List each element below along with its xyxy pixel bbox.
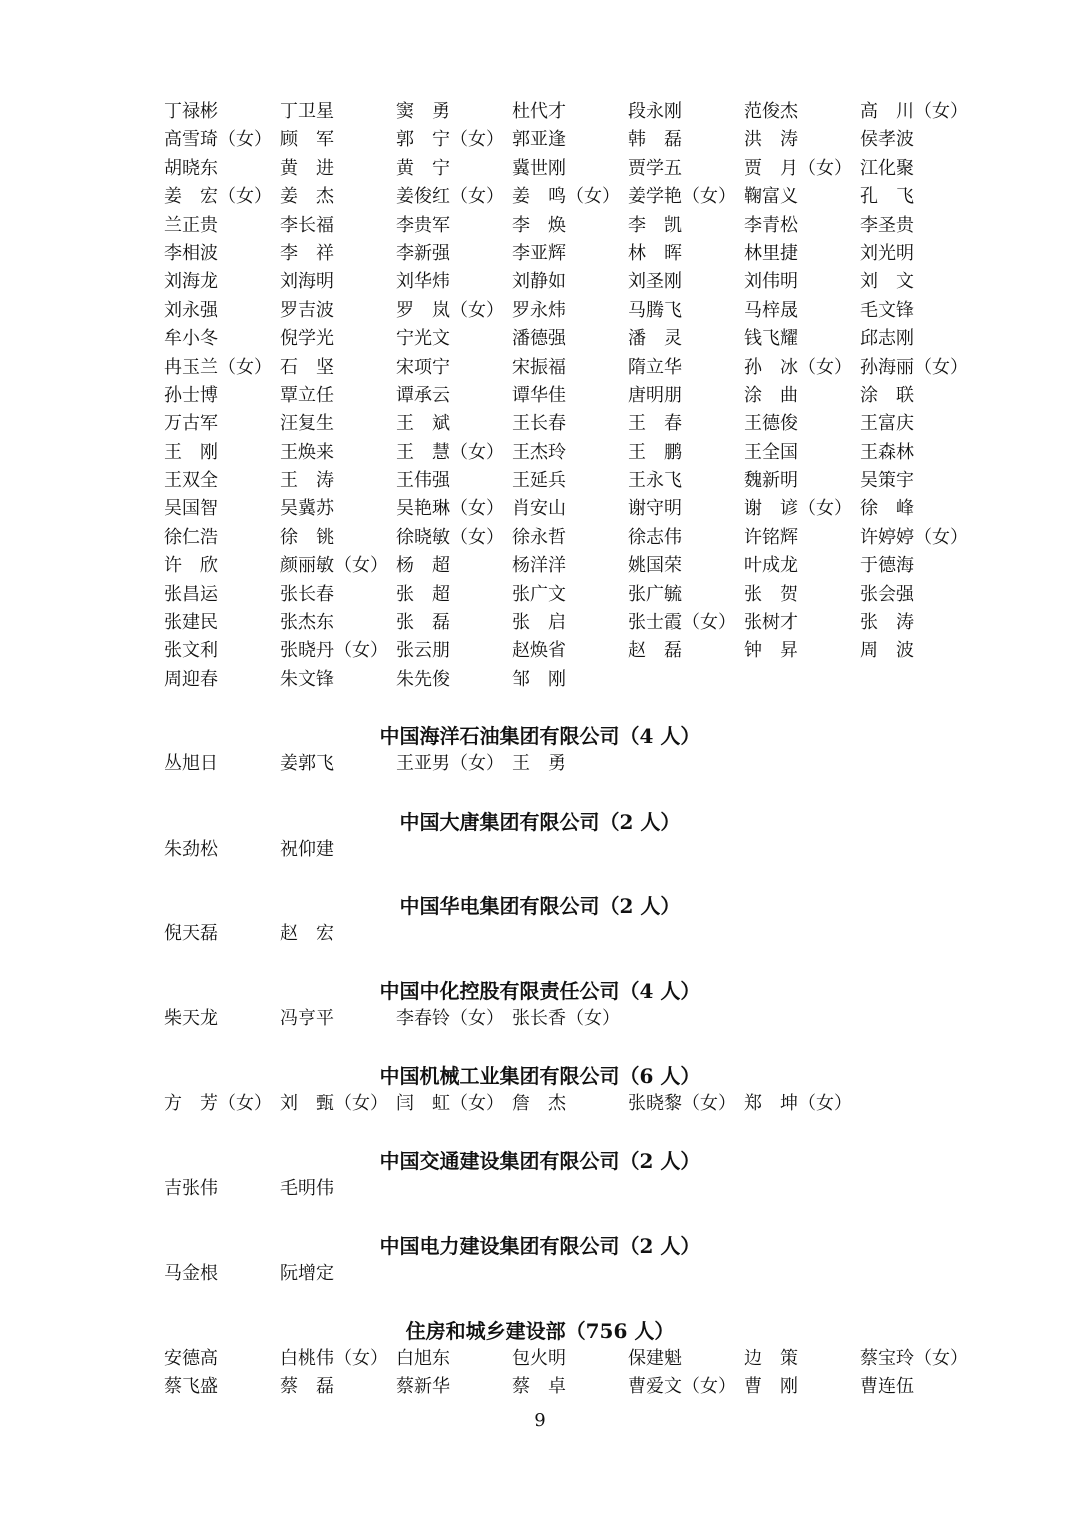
person-name: 颜丽敏（女）: [280, 555, 388, 577]
person-name: 王亚男（女）: [396, 753, 504, 774]
person-name: 宁光文: [396, 328, 450, 350]
person-name: 许婷婷（女）: [860, 526, 968, 548]
person-name: 张士霞（女）: [628, 612, 736, 634]
person-name: 黄 进: [280, 157, 334, 179]
person-name: 姜 鸣（女）: [512, 186, 620, 208]
person-name: 段永刚: [628, 101, 682, 122]
person-name: 张晓黎（女）: [628, 1093, 736, 1114]
person-name: 朱劲松: [164, 839, 218, 860]
person-name: 窦 勇: [396, 101, 450, 122]
person-name: 朱文锋: [280, 668, 334, 690]
person-name: 李 凯: [628, 214, 682, 236]
section-heading: 中国电力建设集团有限公司（2 人）: [379, 1234, 701, 1258]
person-name: 保建魁: [628, 1348, 682, 1369]
person-name: 杜代才: [512, 101, 566, 122]
person-name: 姜 杰: [280, 186, 334, 208]
person-name: 曹爱文（女）: [628, 1376, 736, 1398]
person-name: 张长香（女）: [512, 1008, 620, 1029]
person-name: 张建民: [164, 612, 218, 634]
person-name: 张树才: [744, 612, 798, 634]
person-name: 姜 宏（女）: [164, 186, 272, 208]
person-name: 胡晓东: [164, 157, 218, 179]
person-name: 黄 宁: [396, 157, 450, 179]
person-name: 贾学五: [628, 157, 682, 179]
person-name: 刘圣刚: [628, 271, 682, 293]
person-name: 倪学光: [280, 328, 334, 350]
person-name: 白桃伟（女）: [280, 1348, 388, 1369]
person-name: 王长春: [512, 413, 566, 435]
person-name: 姜俊红（女）: [396, 186, 504, 208]
person-name: 张晓丹（女）: [280, 640, 388, 662]
person-name: 王富庆: [860, 413, 914, 435]
person-name: 罗吉波: [280, 299, 334, 321]
person-name: 万古军: [164, 413, 218, 435]
name-list: [164, 1090, 994, 1118]
person-name: 吉张伟: [164, 1178, 218, 1199]
person-name: 周迎春: [164, 668, 218, 690]
section-heading: 中国中化控股有限责任公司（4 人）: [379, 979, 701, 1003]
person-name: 刘伟明: [744, 271, 798, 293]
person-name: 冯亨平: [280, 1008, 334, 1029]
person-name: 姜郭飞: [280, 753, 334, 774]
section-heading: 住房和城乡建设部（756 人）: [405, 1319, 675, 1343]
person-name: 罗永炜: [512, 299, 566, 321]
person-name: 徐仁浩: [164, 526, 218, 548]
person-name: 许铭辉: [744, 526, 798, 548]
person-name: 李长福: [280, 214, 334, 236]
person-name: 张 磊: [396, 612, 450, 634]
person-name: 白旭东: [396, 1348, 450, 1369]
person-name: 蔡新华: [396, 1376, 450, 1398]
person-name: 涂 曲: [744, 384, 798, 406]
person-name: 徐志伟: [628, 526, 682, 548]
person-name: 张文利: [164, 640, 218, 662]
person-name: 谭华佳: [512, 384, 566, 406]
person-name: 徐晓敏（女）: [396, 526, 504, 548]
person-name: 谭承云: [396, 384, 450, 406]
name-list: [164, 920, 994, 948]
name-list: [164, 1175, 994, 1203]
person-name: 边 策: [744, 1348, 798, 1369]
person-name: 王 春: [628, 413, 682, 435]
person-name: 马梓晟: [744, 299, 798, 321]
person-name: 徐 铫: [280, 526, 334, 548]
person-name: 涂 联: [860, 384, 914, 406]
person-name: 汪复生: [280, 413, 334, 435]
person-name: 钟 昇: [744, 640, 798, 662]
person-name: 包火明: [512, 1348, 566, 1369]
person-name: 方 芳（女）: [164, 1093, 272, 1114]
person-name: 徐永哲: [512, 526, 566, 548]
person-name: 罗 岚（女）: [396, 299, 504, 321]
person-name: 毛明伟: [280, 1178, 334, 1199]
person-name: 张会强: [860, 583, 914, 605]
section-heading: 中国大唐集团有限公司（2 人）: [399, 810, 681, 834]
person-name: 石 坚: [280, 356, 334, 378]
person-name: 刘永强: [164, 299, 218, 321]
person-name: 徐 峰: [860, 498, 914, 520]
person-name: 安德高: [164, 1348, 218, 1369]
name-list: [164, 98, 994, 694]
person-name: 刘海明: [280, 271, 334, 293]
section-heading: 中国华电集团有限公司（2 人）: [399, 894, 681, 918]
section-heading: 中国机械工业集团有限公司（6 人）: [379, 1064, 701, 1088]
person-name: 李 焕: [512, 214, 566, 236]
person-name: 王 刚: [164, 441, 218, 463]
person-name: 吴艳琳（女）: [396, 498, 504, 520]
person-name: 刘 文: [860, 271, 914, 293]
person-name: 丁禄彬: [164, 101, 218, 122]
person-name: 林里捷: [744, 242, 798, 264]
person-name: 姜学艳（女）: [628, 186, 736, 208]
person-name: 邹 刚: [512, 668, 566, 690]
person-name: 王永飞: [628, 470, 682, 492]
person-name: 阮增定: [280, 1263, 334, 1284]
person-name: 王延兵: [512, 470, 566, 492]
person-name: 张 贺: [744, 583, 798, 605]
person-name: 姚国荣: [628, 555, 682, 577]
page-number: 9: [534, 1410, 546, 1431]
person-name: 孔 飞: [860, 186, 914, 208]
person-name: 顾 军: [280, 129, 334, 151]
person-name: 潘 灵: [628, 328, 682, 350]
section-heading: 中国海洋石油集团有限公司（4 人）: [379, 724, 701, 748]
person-name: 蔡 卓: [512, 1376, 566, 1398]
person-name: 李贵军: [396, 214, 450, 236]
person-name: 张广文: [512, 583, 566, 605]
person-name: 覃立任: [280, 384, 334, 406]
person-name: 王 斌: [396, 413, 450, 435]
person-name: 李亚辉: [512, 242, 566, 264]
person-name: 蔡宝玲（女）: [860, 1348, 968, 1369]
name-list: [164, 1260, 994, 1288]
person-name: 张 超: [396, 583, 450, 605]
person-name: 李春铃（女）: [396, 1008, 504, 1029]
person-name: 曹连伍: [860, 1376, 914, 1398]
person-name: 张云朋: [396, 640, 450, 662]
name-list: [164, 1345, 994, 1402]
person-name: 郭 宁（女）: [396, 129, 504, 151]
person-name: 牟小冬: [164, 328, 218, 350]
person-name: 吴冀苏: [280, 498, 334, 520]
person-name: 丛旭日: [164, 753, 218, 774]
person-name: 高 川（女）: [860, 101, 968, 122]
person-name: 蔡 磊: [280, 1376, 334, 1398]
person-name: 侯孝波: [860, 129, 914, 151]
person-name: 李青松: [744, 214, 798, 236]
person-name: 王 勇: [512, 753, 566, 774]
person-name: 刘海龙: [164, 271, 218, 293]
person-name: 张 涛: [860, 612, 914, 634]
person-name: 兰正贵: [164, 214, 218, 236]
person-name: 倪天磊: [164, 923, 218, 944]
person-name: 范俊杰: [744, 101, 798, 122]
person-name: 谢守明: [628, 498, 682, 520]
person-name: 宋振福: [512, 356, 566, 378]
person-name: 唐明朋: [628, 384, 682, 406]
person-name: 林 晖: [628, 242, 682, 264]
person-name: 孙海丽（女）: [860, 356, 968, 378]
person-name: 江化聚: [860, 157, 914, 179]
person-name: 洪 涛: [744, 129, 798, 151]
section-heading: 中国交通建设集团有限公司（2 人）: [379, 1149, 701, 1173]
person-name: 赵焕省: [512, 640, 566, 662]
person-name: 肖安山: [512, 498, 566, 520]
person-name: 马金根: [164, 1263, 218, 1284]
person-name: 韩 磊: [628, 129, 682, 151]
person-name: 李新强: [396, 242, 450, 264]
person-name: 宋项宁: [396, 356, 450, 378]
person-name: 高雪琦（女）: [164, 129, 272, 151]
person-name: 郑 坤（女）: [744, 1093, 852, 1114]
person-name: 钱飞耀: [744, 328, 798, 350]
person-name: 曹 刚: [744, 1376, 798, 1398]
person-name: 王焕来: [280, 441, 334, 463]
name-list: [164, 750, 994, 778]
person-name: 吴国智: [164, 498, 218, 520]
person-name: 许 欣: [164, 555, 218, 577]
person-name: 朱先俊: [396, 668, 450, 690]
person-name: 马腾飞: [628, 299, 682, 321]
person-name: 叶成龙: [744, 555, 798, 577]
person-name: 刘光明: [860, 242, 914, 264]
person-name: 蔡飞盛: [164, 1376, 218, 1398]
person-name: 詹 杰: [512, 1093, 566, 1114]
person-name: 邱志刚: [860, 328, 914, 350]
person-name: 刘华炜: [396, 271, 450, 293]
person-name: 鞠富义: [744, 186, 798, 208]
person-name: 王 鹏: [628, 441, 682, 463]
person-name: 赵 宏: [280, 923, 334, 944]
person-name: 祝仰建: [280, 839, 334, 860]
person-name: 柴天龙: [164, 1008, 218, 1029]
person-name: 丁卫星: [280, 101, 334, 122]
person-name: 李圣贵: [860, 214, 914, 236]
person-name: 谢 谚（女）: [744, 498, 852, 520]
person-name: 吴策宇: [860, 470, 914, 492]
person-name: 王全国: [744, 441, 798, 463]
person-name: 张昌运: [164, 583, 218, 605]
name-list: [164, 836, 994, 864]
person-name: 赵 磊: [628, 640, 682, 662]
person-name: 李 祥: [280, 242, 334, 264]
person-name: 王双全: [164, 470, 218, 492]
name-list: [164, 1005, 994, 1033]
person-name: 毛文锋: [860, 299, 914, 321]
person-name: 张 启: [512, 612, 566, 634]
person-name: 王杰玲: [512, 441, 566, 463]
person-name: 刘静如: [512, 271, 566, 293]
person-name: 贾 月（女）: [744, 157, 852, 179]
person-name: 隋立华: [628, 356, 682, 378]
person-name: 孙 冰（女）: [744, 356, 852, 378]
person-name: 冀世刚: [512, 157, 566, 179]
person-name: 魏新明: [744, 470, 798, 492]
person-name: 李相波: [164, 242, 218, 264]
person-name: 刘 甄（女）: [280, 1093, 388, 1114]
person-name: 王森林: [860, 441, 914, 463]
person-name: 闫 虹（女）: [396, 1093, 504, 1114]
person-name: 于德海: [860, 555, 914, 577]
person-name: 张广毓: [628, 583, 682, 605]
person-name: 张杰东: [280, 612, 334, 634]
person-name: 冉玉兰（女）: [164, 356, 272, 378]
person-name: 周 波: [860, 640, 914, 662]
person-name: 王伟强: [396, 470, 450, 492]
person-name: 杨 超: [396, 555, 450, 577]
person-name: 张长春: [280, 583, 334, 605]
person-name: 王 慧（女）: [396, 441, 504, 463]
person-name: 杨洋洋: [512, 555, 566, 577]
person-name: 王德俊: [744, 413, 798, 435]
person-name: 孙士博: [164, 384, 218, 406]
person-name: 郭亚逢: [512, 129, 566, 151]
person-name: 王 涛: [280, 470, 334, 492]
person-name: 潘德强: [512, 328, 566, 350]
